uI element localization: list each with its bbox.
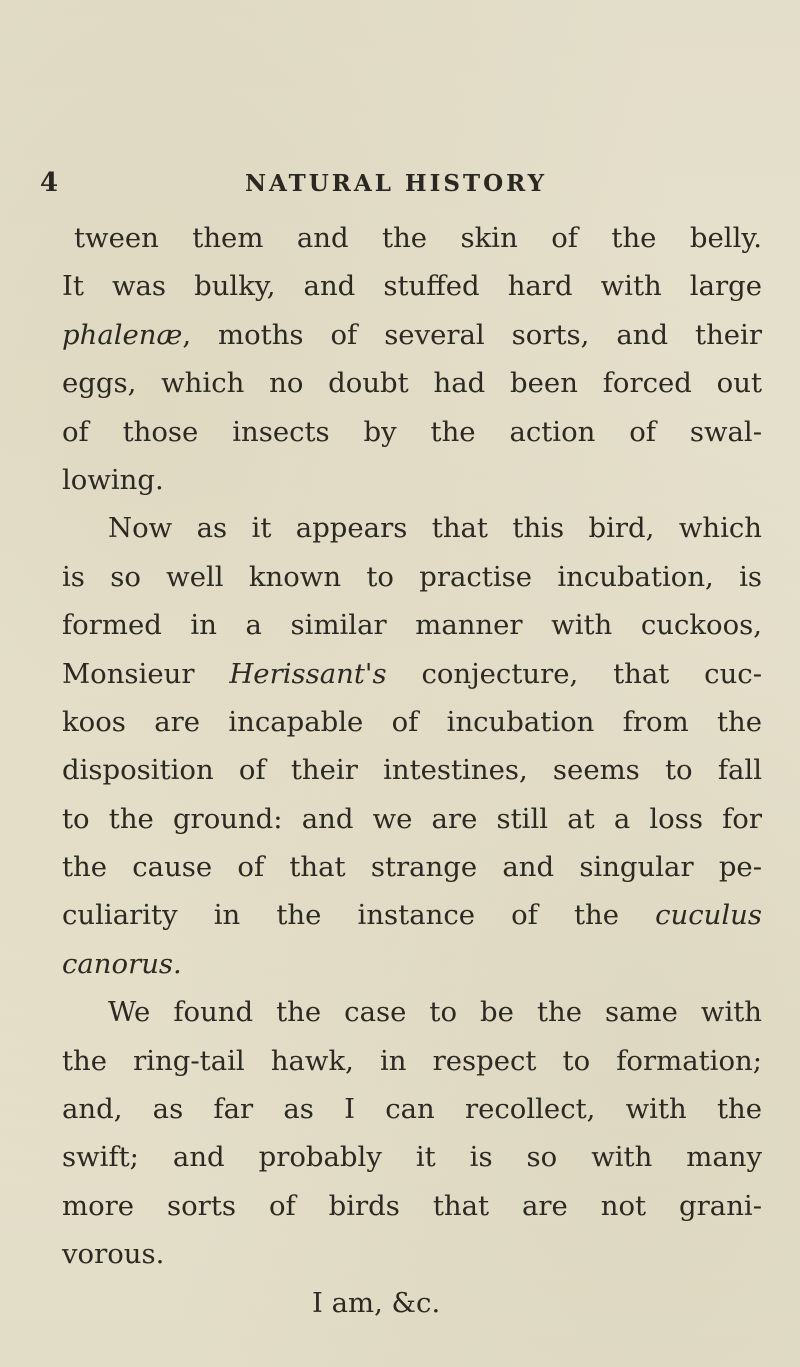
text-line: Monsieur Herissant's conjecture, that cuc- — [62, 657, 762, 690]
text-line: disposition of their intestines, seems to fall — [62, 754, 762, 787]
italic-term: phalenæ — [62, 318, 183, 351]
running-title: NATURAL HISTORY — [245, 170, 547, 197]
running-head — [40, 168, 800, 208]
text-line: swift; and probably it is so with many — [62, 1141, 762, 1174]
text-line: is so well known to practise incubation, is — [62, 560, 762, 593]
text-line: the ring-tail hawk, in respect to formation; — [62, 1044, 762, 1077]
italic-term: cuculus — [655, 899, 762, 932]
text-line: phalenæ, moths of several sorts, and their — [62, 318, 762, 351]
text-line: formed in a similar manner with cuckoos, — [62, 609, 762, 642]
closing-salutation: I am, &c. — [312, 1286, 441, 1319]
text-line — [62, 940, 762, 988]
page-number: 4 — [40, 168, 60, 198]
text-line: eggs, which no doubt had been forced out — [62, 367, 762, 400]
text-line: culiarity in the instance of the cuculus — [62, 899, 762, 932]
text-line: and, as far as I can recollect, with the — [62, 1093, 762, 1126]
text-line: of those insects by the action of swal- — [62, 415, 762, 448]
text-line: tween them and the skin of the belly. — [74, 222, 762, 254]
text-line: to the ground: and we are still at a loss for — [62, 802, 762, 835]
text-line: koos are incapable of incubation from the — [62, 705, 762, 738]
text-line: vorous. — [62, 1238, 165, 1271]
text-line: Now as it appears that this bird, which — [108, 512, 762, 545]
text-line: the cause of that strange and singular pe- — [62, 851, 762, 884]
text-line: It was bulky, and stuffed hard with large — [62, 270, 762, 303]
body-text — [62, 214, 762, 1327]
text-line: more sorts of birds that are not grani- — [62, 1189, 762, 1222]
italic-name: Herissant's — [229, 657, 387, 690]
italic-term: canorus. — [62, 947, 182, 980]
text-line: lowing. — [62, 463, 164, 496]
text-line: We found the case to be the same with — [108, 996, 762, 1029]
